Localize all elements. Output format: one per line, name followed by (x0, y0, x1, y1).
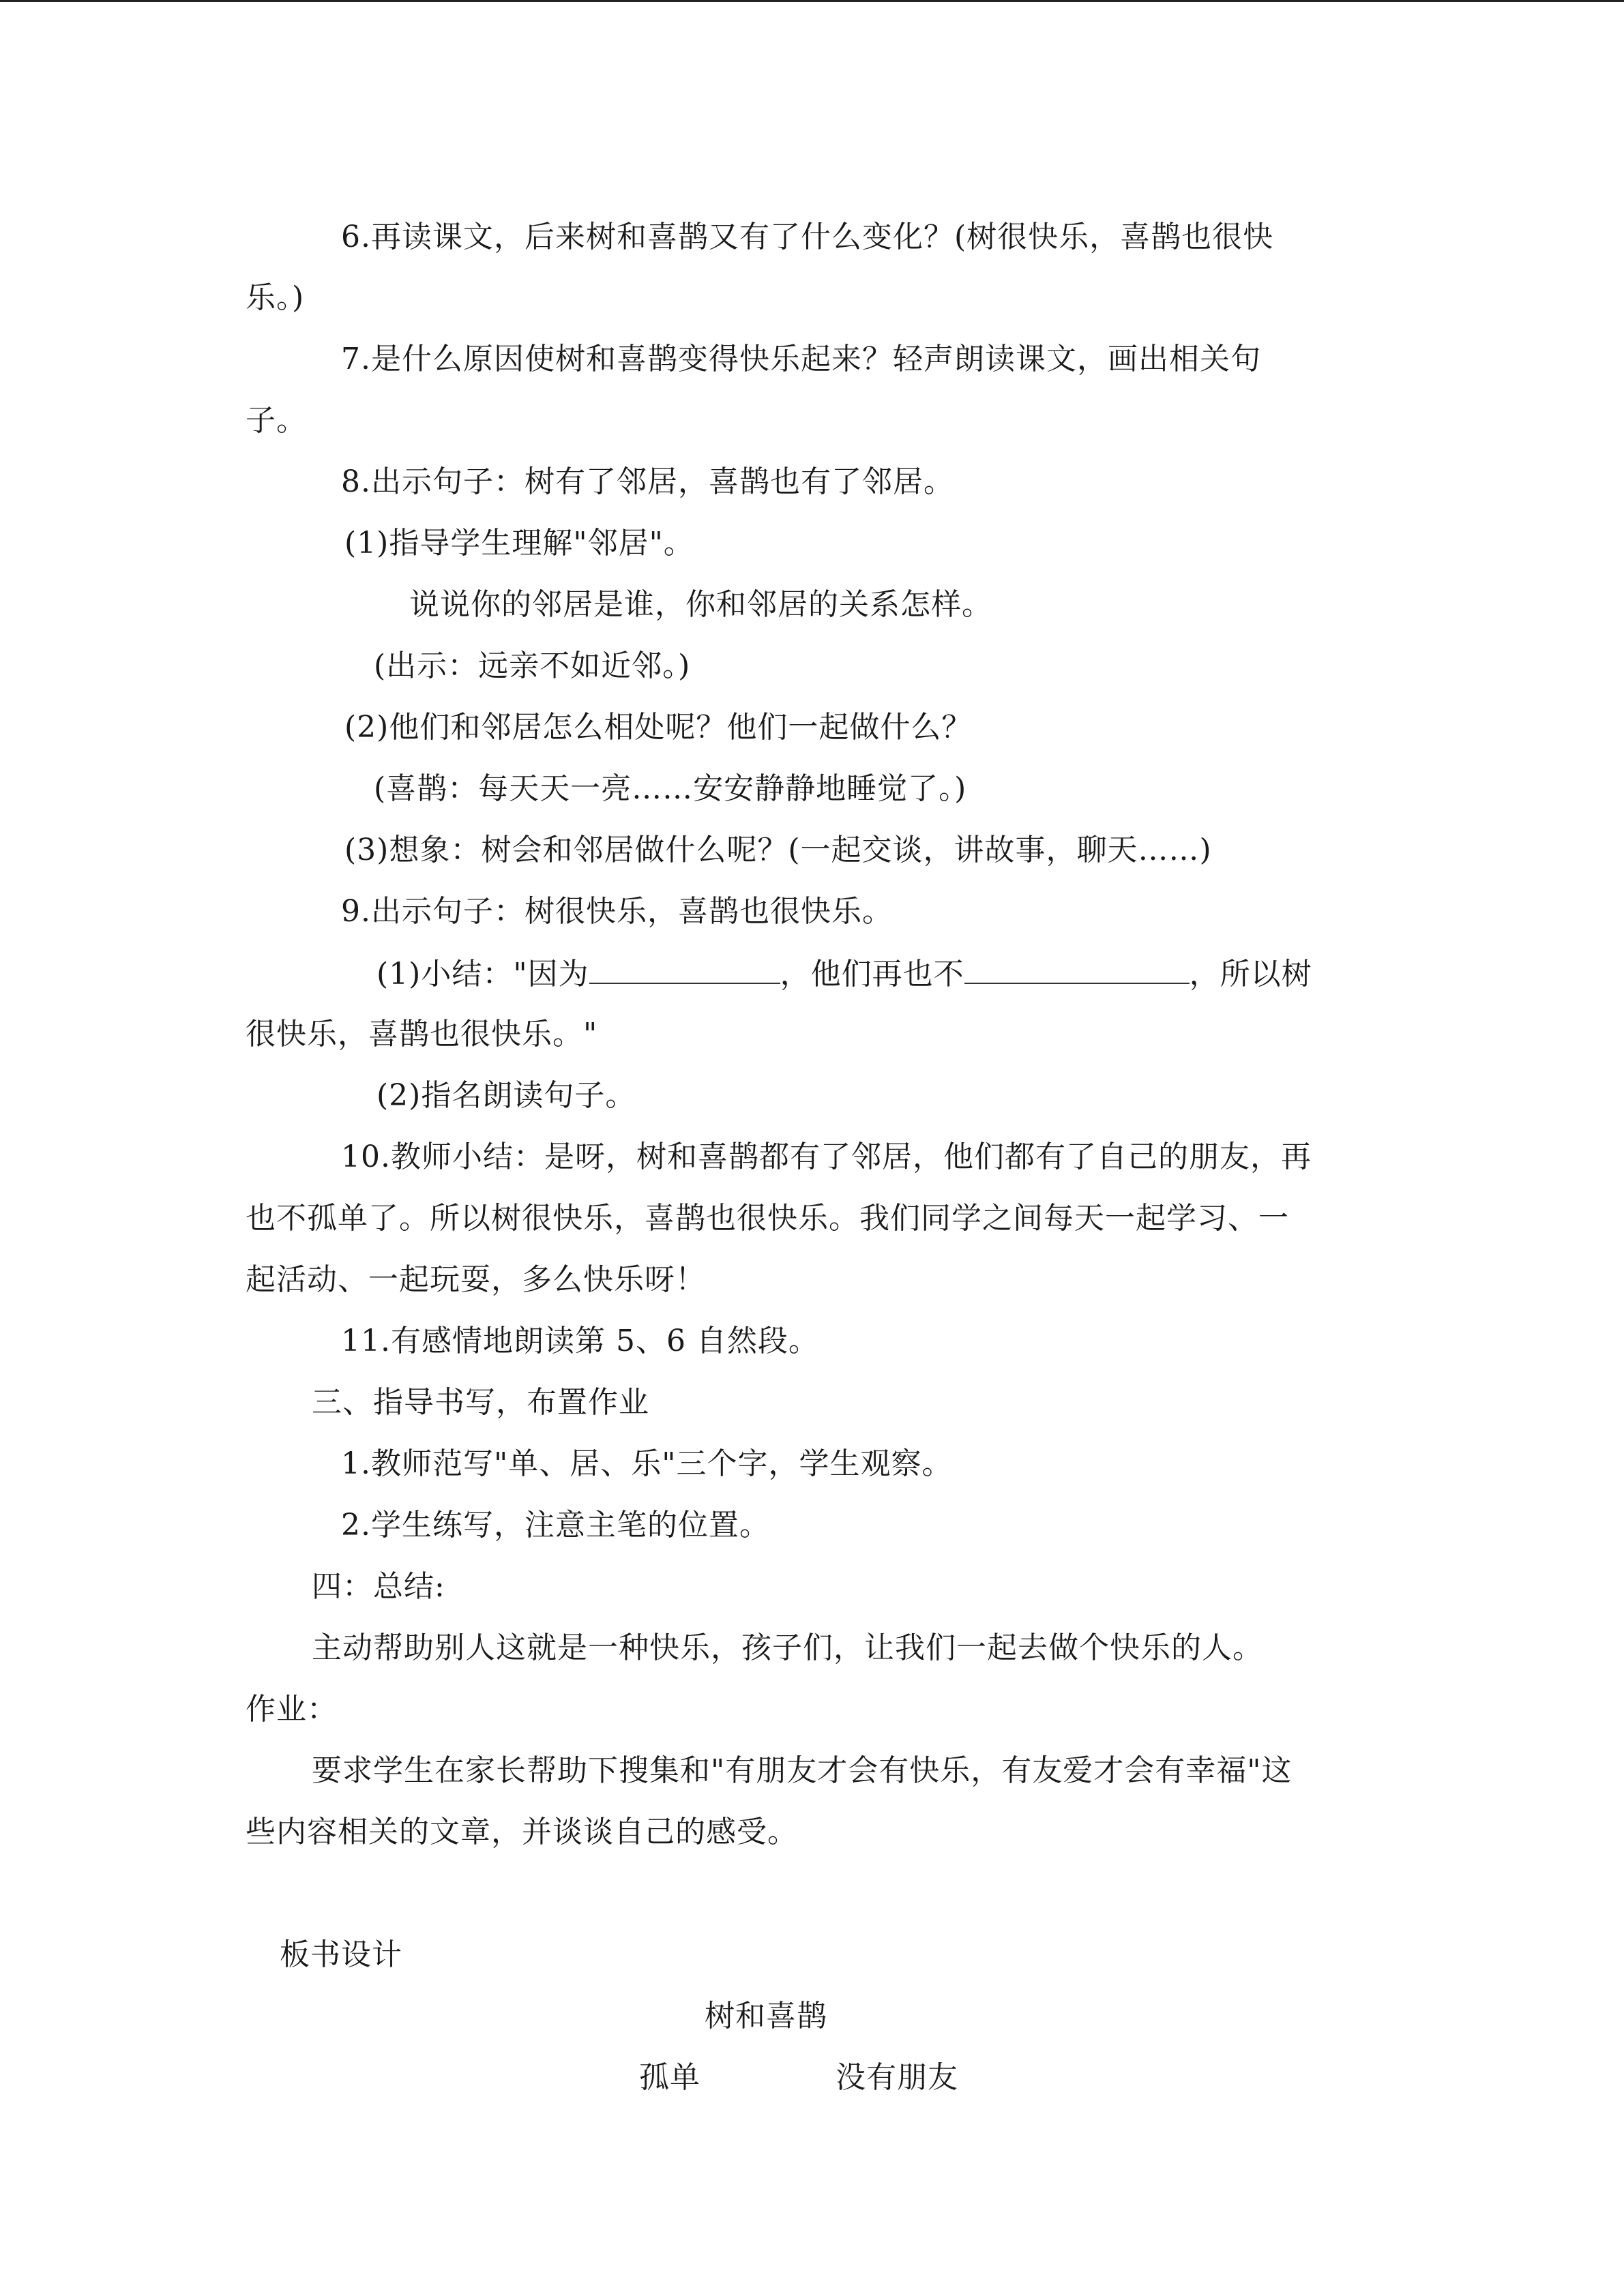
paragraph-item-10-line-3: 起活动、一起玩耍，多么快乐呀！ (246, 1262, 706, 1297)
sub-item-9-1-line-1 (377, 953, 1312, 995)
sub-item-9-2: (2)指名朗读句子。 (377, 1078, 636, 1113)
homework-text-line-1: 要求学生在家长帮助下搜集和"有朋友才会有快乐，有友爱才会有幸福"这 (312, 1753, 1293, 1788)
fill-in-blank-1 (589, 953, 780, 984)
paragraph-item-10-line-2: 也不孤单了。所以树很快乐，喜鹊也很快乐。我们同学之间每天一起学习、一 (246, 1201, 1289, 1236)
sub-item-8-3: (3)想象：树会和邻居做什么呢？(一起交谈，讲故事，聊天……) (344, 833, 1212, 867)
paragraph-item-10-line-1: 10.教师小结：是呀，树和喜鹊都有了邻居，他们都有了自己的朋友，再 (341, 1139, 1312, 1174)
sub-item-8-1-prompt: 说说你的邻居是谁，你和邻居的关系怎样。 (409, 587, 992, 622)
paragraph-item-6-line-1: 6.再读课文，后来树和喜鹊又有了什么变化？(树很快乐，喜鹊也很快 (341, 220, 1274, 254)
homework-heading: 作业： (246, 1692, 338, 1727)
paragraph-item-11: 11.有感情地朗读第 5、6 自然段。 (341, 1324, 819, 1358)
sub-item-9-1-line-2: 很快乐，喜鹊也很快乐。" (246, 1017, 598, 1052)
board-design-heading: 板书设计 (280, 1937, 402, 1972)
fill-in-blank-2 (964, 953, 1190, 984)
paragraph-item-8: 8.出示句子：树有了邻居，喜鹊也有了邻居。 (341, 464, 954, 499)
section-heading-4: 四：总结: (312, 1569, 445, 1604)
section-3-item-2: 2.学生练写，注意主笔的位置。 (341, 1508, 770, 1542)
paragraph-item-6-line-2: 乐。) (246, 280, 305, 315)
paragraph-item-9: 9.出示句子：树很快乐，喜鹊也很快乐。 (341, 894, 893, 929)
sub-item-8-1-proverb: (出示：远亲不如近邻。) (374, 648, 691, 683)
sub-item-8-2-quote: (喜鹊：每天天一亮……安安静静地睡觉了。) (374, 771, 967, 806)
board-design-title: 树和喜鹊 (705, 1999, 827, 2033)
paragraph-item-7-line-1: 7.是什么原因使树和喜鹊变得快乐起来？轻声朗读课文，画出相关句 (341, 342, 1261, 376)
summary-text: 主动帮助别人这就是一种快乐，孩子们，让我们一起去做个快乐的人。 (312, 1630, 1263, 1665)
sub-item-9-1-text-c: ，所以树 (1189, 957, 1312, 992)
homework-text-line-2: 些内容相关的文章，并谈谈自己的感受。 (246, 1815, 798, 1849)
sub-item-8-1: (1)指导学生理解"邻居"。 (344, 526, 694, 561)
sub-item-8-2: (2)他们和邻居怎么相处呢？他们一起做什么？ (344, 710, 973, 745)
sub-item-9-1-text-a: (1)小结："因为 (377, 957, 589, 992)
section-heading-3: 三、指导书写，布置作业 (312, 1385, 649, 1420)
board-design-left-word: 孤单 (639, 2060, 700, 2095)
section-3-item-1: 1.教师范写"单、居、乐"三个字，学生观察。 (341, 1446, 953, 1481)
paragraph-item-7-line-2: 子。 (246, 403, 307, 438)
board-design-right-word: 没有朋友 (836, 2060, 958, 2095)
sub-item-9-1-text-b: ，他们再也不 (780, 957, 964, 992)
